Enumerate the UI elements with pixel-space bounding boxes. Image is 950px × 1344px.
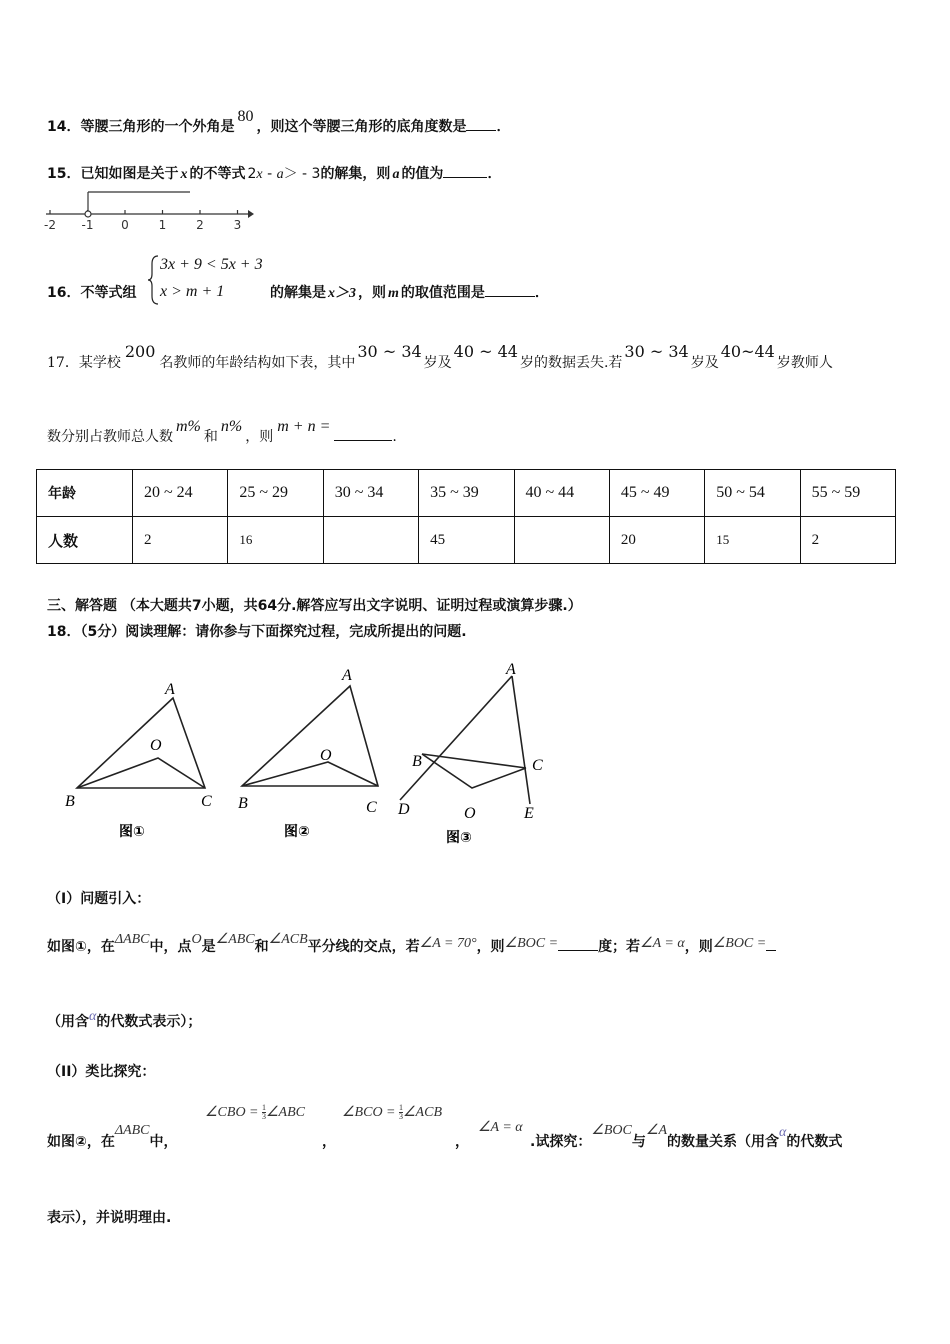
fig2-label-c: C xyxy=(366,799,377,816)
q18-label: 18．（5分）阅读理解：请你参与下面探究过程，完成所提出的问题. xyxy=(47,624,467,640)
age-cell: 50 ~ 54 xyxy=(705,470,800,517)
part1-triangle: ΔABC xyxy=(114,932,150,947)
q15-answer-blank[interactable] xyxy=(443,177,487,178)
q15-expr3: ＞ - 3 xyxy=(283,166,321,182)
q17-answer-blank[interactable] xyxy=(334,440,392,441)
q17-p7: 数分别占教师总人数 xyxy=(47,429,173,445)
count-cell: 45 xyxy=(419,517,514,564)
q14-suffix: ，则这个等腰三角形的底角度数是 xyxy=(256,119,467,135)
age-row xyxy=(37,470,896,517)
q17-range1: 30 ~ 34 xyxy=(357,342,422,361)
part1-p1f: ，则 xyxy=(476,939,505,955)
part1-title: （I）问题引入： xyxy=(47,891,151,907)
age-cell: 25 ~ 29 xyxy=(228,470,323,517)
part2-alpha: α xyxy=(779,1125,787,1140)
part2-p2c: .试探究： xyxy=(530,1134,592,1150)
fig1-label-b: B xyxy=(65,793,75,810)
fig3-label-a: A xyxy=(506,661,516,678)
part1-angle-acb: ∠ACB xyxy=(268,932,308,947)
q16-system-line2: x > m + 1 xyxy=(160,283,225,300)
part2-comma-1: ， xyxy=(322,1134,336,1150)
part1-point-o: O xyxy=(191,932,202,947)
q17-sum-expr: m + n = xyxy=(277,418,331,435)
q15-var-x: x xyxy=(180,167,188,182)
count-cell: 2 xyxy=(133,517,228,564)
part2-bco-frac-den: 3 xyxy=(399,1112,403,1122)
q16-answer-blank[interactable] xyxy=(485,296,535,297)
part1-angle-boc-2: ∠BOC = xyxy=(712,936,767,951)
part1-p1c: 是 xyxy=(201,939,216,955)
age-cell: 30 ~ 34 xyxy=(323,470,418,517)
q14-value: 80 xyxy=(237,108,254,125)
count-cell: 16 xyxy=(228,517,323,564)
part1-angle-a-70: ∠A = 70° xyxy=(419,936,477,951)
q15-open-point xyxy=(85,211,91,217)
q15-p4: 的值为 xyxy=(401,166,444,182)
q14-line xyxy=(47,108,511,136)
q15-expr-x: x xyxy=(256,167,263,182)
number-line-tick-label: -1 xyxy=(81,218,94,232)
q16-text xyxy=(270,282,549,302)
q16-p1: 的解集是 xyxy=(270,285,326,301)
q17-p2: 名教师的年龄结构如下表，其中 xyxy=(159,355,356,371)
part2-line xyxy=(47,1123,178,1151)
fig2-label-b: B xyxy=(238,795,248,812)
q17-line2 xyxy=(47,418,397,446)
age-cell: 20 ~ 24 xyxy=(133,470,228,517)
part2-bco-angle: ∠ACB xyxy=(403,1105,442,1120)
part1-line xyxy=(47,932,776,956)
age-cell: 40 ~ 44 xyxy=(514,470,609,517)
q14-end: ． xyxy=(496,119,511,135)
part2-title: （II）类比探究： xyxy=(47,1064,156,1080)
q15-p3: 的解集，则 xyxy=(320,166,391,182)
part2-cbo-frac-den: 3 xyxy=(262,1112,266,1122)
part1-p1b: 中，点 xyxy=(149,939,192,955)
count-cell-missing xyxy=(514,517,609,564)
q15-expr xyxy=(247,166,320,182)
q17-range4: 40~44 xyxy=(720,342,775,361)
q14-answer-blank[interactable] xyxy=(466,130,496,131)
fig3-label-d: D xyxy=(398,801,410,818)
number-line-tick-label: 0 xyxy=(121,218,129,232)
count-row xyxy=(37,517,896,564)
part1-blank-2[interactable] xyxy=(766,950,776,951)
q17-range3: 30 ~ 34 xyxy=(624,342,689,361)
q17-n-percent: n% xyxy=(220,418,243,435)
part2-bco-frac-num: 1 xyxy=(399,1103,403,1113)
part2-p2f: 的代数式 xyxy=(786,1134,843,1150)
part2-angle-a: ∠A xyxy=(645,1123,667,1138)
fig1-label-o: O xyxy=(150,737,162,754)
fig2-caption: 图② xyxy=(284,824,310,840)
age-table xyxy=(36,469,896,564)
q17-p4: 岁的数据丢失.若 xyxy=(519,355,623,371)
part1-p1g: 度；若 xyxy=(598,939,641,955)
section3-title: 三、解答题 （本大题共7小题，共64分.解答应写出文字说明、证明过程或演算步骤.） xyxy=(47,598,582,614)
part2-line2: 表示），并说明理由. xyxy=(47,1210,172,1226)
part2-comma-2: ， xyxy=(455,1134,469,1150)
fig1-label-c: C xyxy=(201,793,212,810)
q15-var-a: a xyxy=(392,167,400,182)
q17-m-percent: m% xyxy=(176,418,201,435)
q16-brace xyxy=(148,254,160,306)
part2-bco: ∠BCO = xyxy=(342,1105,396,1120)
q15-expr-a: a xyxy=(276,167,284,182)
part1-alpha: α xyxy=(89,1009,97,1024)
fig1-caption: 图① xyxy=(119,824,145,840)
part2-cbo-angle: ∠ABC xyxy=(266,1105,305,1120)
part1-blank-1[interactable] xyxy=(558,950,598,951)
fig3-caption: 图③ xyxy=(446,830,472,846)
part2-bco-expr xyxy=(342,1104,442,1121)
q16-var-m: m xyxy=(388,286,399,301)
part1-angle-a-alpha: ∠A = α xyxy=(640,936,685,951)
age-cell: 45 ~ 49 xyxy=(609,470,704,517)
q15-line xyxy=(47,163,501,183)
fig2-label-o: O xyxy=(320,747,332,764)
number-line-tick-label: 3 xyxy=(233,218,242,232)
age-cell: 35 ~ 39 xyxy=(419,470,514,517)
number-line-tick-label: 2 xyxy=(196,218,204,232)
age-row-header: 年龄 xyxy=(37,470,133,517)
part1-p1e: 平分线的交点，若 xyxy=(307,939,420,955)
q16-p2: ，则 xyxy=(358,285,386,301)
part2-p2d: 与 xyxy=(631,1134,646,1150)
part1-line2 xyxy=(47,1011,201,1031)
count-cell-missing xyxy=(323,517,418,564)
part1-p1j: 的代数式表示）； xyxy=(96,1014,202,1030)
q15-number-line xyxy=(40,186,260,236)
q17-end: . xyxy=(392,429,397,445)
part2-p2e: 的数量关系（用含 xyxy=(667,1134,779,1150)
q17-p3: 岁及 xyxy=(423,355,452,371)
part1-p1d: 和 xyxy=(254,939,269,955)
q16-solution: x＞3 xyxy=(328,286,356,301)
fig3-label-e: E xyxy=(524,805,534,822)
part2-boc: ∠BOC xyxy=(591,1123,632,1138)
q15-end: ． xyxy=(487,166,502,182)
fig3-label-o: O xyxy=(464,805,476,822)
part2-cbo-frac-num: 1 xyxy=(262,1103,266,1113)
part2-p2b: 中， xyxy=(149,1134,178,1150)
count-cell: 15 xyxy=(705,517,800,564)
fig1-label-a: A xyxy=(165,681,175,698)
q17-num200: 200 xyxy=(124,342,156,361)
part1-p1i: （用含 xyxy=(47,1014,89,1030)
q16-end: ． xyxy=(534,285,549,301)
count-row-header: 人数 xyxy=(37,517,133,564)
q15-expr2: - xyxy=(262,166,277,182)
number-line-tick-label: 1 xyxy=(158,218,167,232)
part2-p2a: 如图②，在 xyxy=(47,1134,115,1150)
fig3-label-b: B xyxy=(412,753,422,770)
q17-p8: ，则 xyxy=(245,429,274,445)
part2-line-right xyxy=(530,1123,843,1151)
q17-and: 和 xyxy=(203,429,218,445)
q17-p6: 岁教师人 xyxy=(776,355,833,371)
q17-range2: 40 ~ 44 xyxy=(453,342,518,361)
fig2-label-a: A xyxy=(342,667,352,684)
part2-cbo-expr xyxy=(205,1104,305,1121)
number-line-tick-label: -2 xyxy=(44,218,56,232)
figure-1 xyxy=(55,670,245,860)
q15-p1: 15．已知如图是关于 xyxy=(47,166,179,182)
count-cell: 2 xyxy=(800,517,895,564)
part2-cbo: ∠CBO = xyxy=(205,1105,259,1120)
q16-p3: 的取值范围是 xyxy=(400,285,485,301)
age-cell: 55 ~ 59 xyxy=(800,470,895,517)
q16-label: 16．不等式组 xyxy=(47,285,137,301)
figure-3 xyxy=(390,656,570,856)
part1-p1a: 如图①，在 xyxy=(47,939,115,955)
fig3-label-c: C xyxy=(532,757,543,774)
part1-p1h: ，则 xyxy=(684,939,713,955)
q17-p5: 岁及 xyxy=(690,355,719,371)
q15-p2: 的不等式 xyxy=(189,166,246,182)
q16-system-line1: 3x + 9 < 5x + 3 xyxy=(160,256,263,273)
count-cell: 20 xyxy=(609,517,704,564)
q14-label: 14．等腰三角形的一个外角是 xyxy=(47,119,235,135)
part2-a-alpha: ∠A = α xyxy=(478,1120,523,1135)
q17-p1: 17．某学校 xyxy=(47,355,121,371)
part1-angle-boc: ∠BOC = xyxy=(504,936,559,951)
part1-angle-abc: ∠ABC xyxy=(215,932,255,947)
q17-line1 xyxy=(47,342,833,372)
q15-expr1: 2 xyxy=(247,166,257,182)
part2-triangle: ΔABC xyxy=(114,1123,150,1138)
